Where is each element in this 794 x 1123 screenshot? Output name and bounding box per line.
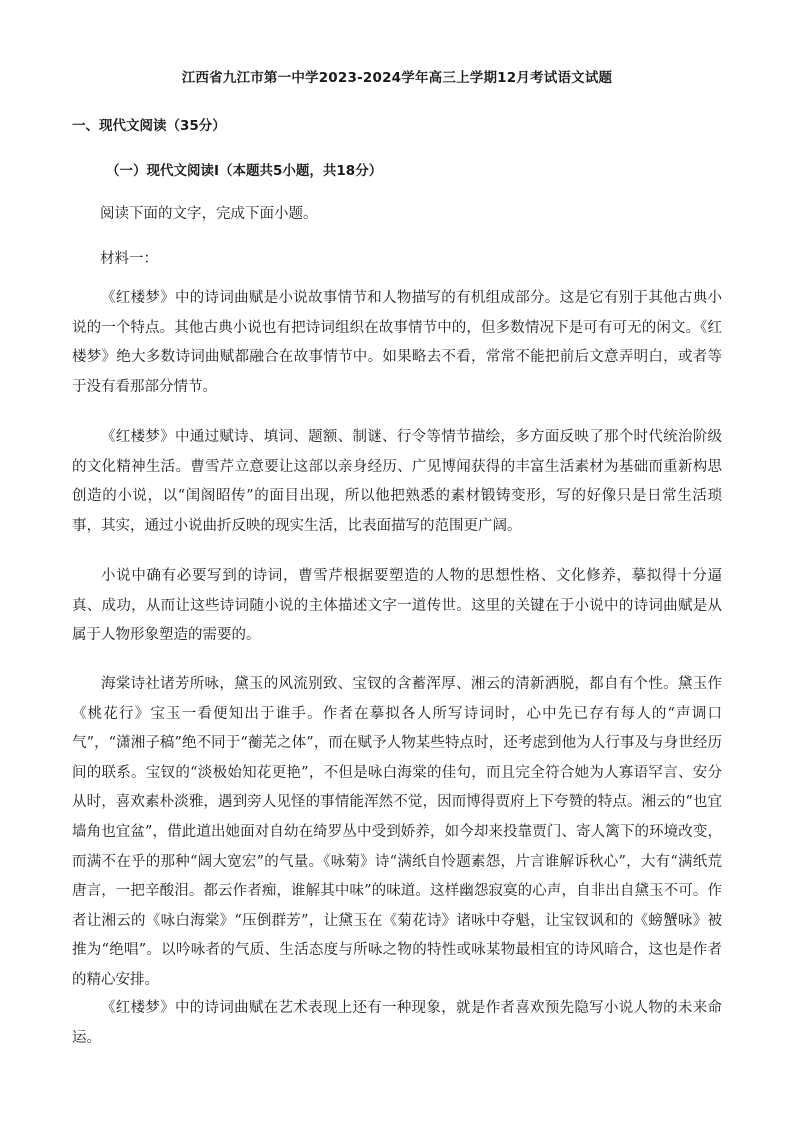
- body-paragraph: 《红楼梦》中的诗词曲赋是小说故事情节和人物描写的有机组成部分。这是它有别于其他古典小说的一个特点。其他古典小说也有把诗词组织在故事情节中的，但多数情况下是可有可无的闲文。《红楼梦》绝大多数诗词曲赋都融合在故事情节中。如果略去不看，常常不能把前后文意弄明白，或者等于没有看那部分情节。: [72, 290, 722, 395]
- material-label: 材料一：: [100, 251, 158, 267]
- body-paragraph: 《红楼梦》中的诗词曲赋在艺术表现上还有一种现象，就是作者喜欢预先隐写小说人物的未来命运。: [72, 1000, 722, 1046]
- body-paragraph: 海棠诗社诸芳所咏，黛玉的风流别致、宝钗的含蓄浑厚、湘云的清新洒脱，都自有个性。黛玉作《桃花行》宝玉一看便知出于谁手。作者在摹拟各人所写诗词时，心中先已存有每人的“声调口气”，“潇湘子稿”绝不同于“蘅芜之体”，而在赋予人物某些特点时，还考虑到他为人行事及与身世经历间的联系。宝钗的“淡极始知花更艳”，不但是咏白海棠的佳句，而且完全符合她为人寡语罕言、安分从时，喜欢素朴淡雅，遇到旁人见怪的事情能浑然不觉，因而博得贾府上下夸赞的特点。湘云的“也宜墙角也宜盆”，借此道出她面对自幼在绮罗丛中受到娇养，如今却来投靠贾门、寄人篱下的环境改变，而满不在乎的那种“阔大宽宏”的气量。《咏菊》诗“满纸自怜题素怨，片言谁解诉秋心”，大有“满纸荒唐言，一把辛酸泪。都云作者痴，谁解其中味”的味道。这样幽怨寂寞的心声，自非出自黛玉不可。作者让湘云的《咏白海棠》“压倒群芳”，让黛玉在《菊花诗》诸咏中夺魁，让宝钗讽和的《螃蟹咏》被推为“绝唱”。以吟咏者的气质、生活态度与所咏之物的特性或咏某物最相宜的诗风暗合，这也是作者的精心安排。: [72, 676, 722, 988]
- section-heading: 一、现代文阅读（35分）: [72, 118, 226, 134]
- exam-title: 江西省九江市第一中学2023-2024学年高三上学期12月考试语文试题: [181, 70, 613, 86]
- body-paragraph: 《红楼梦》中通过赋诗、填词、题额、制谜、行令等情节描绘，多方面反映了那个时代统治阶级的文化精神生活。曹雪芹立意要让这部以亲身经历、广见博闻获得的丰富生活素材为基础而重新构思创造的小说，以“闺阁昭传”的面目出现，所以他把熟悉的素材锻铸变形，写的好像只是日常生活琐事，其实，通过小说曲折反映的现实生活，比表面描写的范围更广阔。: [72, 429, 722, 534]
- body-paragraph: 小说中确有必要写到的诗词，曹雪芹根据要塑造的人物的思想性格、文化修养，摹拟得十分逼真、成功，从而让这些诗词随小说的主体描述文字一道传世。这里的关键在于小说中的诗词曲赋是从属于人物形象塑造的需要的。: [72, 568, 722, 644]
- subsection-heading: （一）现代文阅读Ⅰ（本题共5小题，共18分）: [106, 163, 383, 179]
- instruction-text: 阅读下面的文字，完成下面小题。: [100, 206, 318, 222]
